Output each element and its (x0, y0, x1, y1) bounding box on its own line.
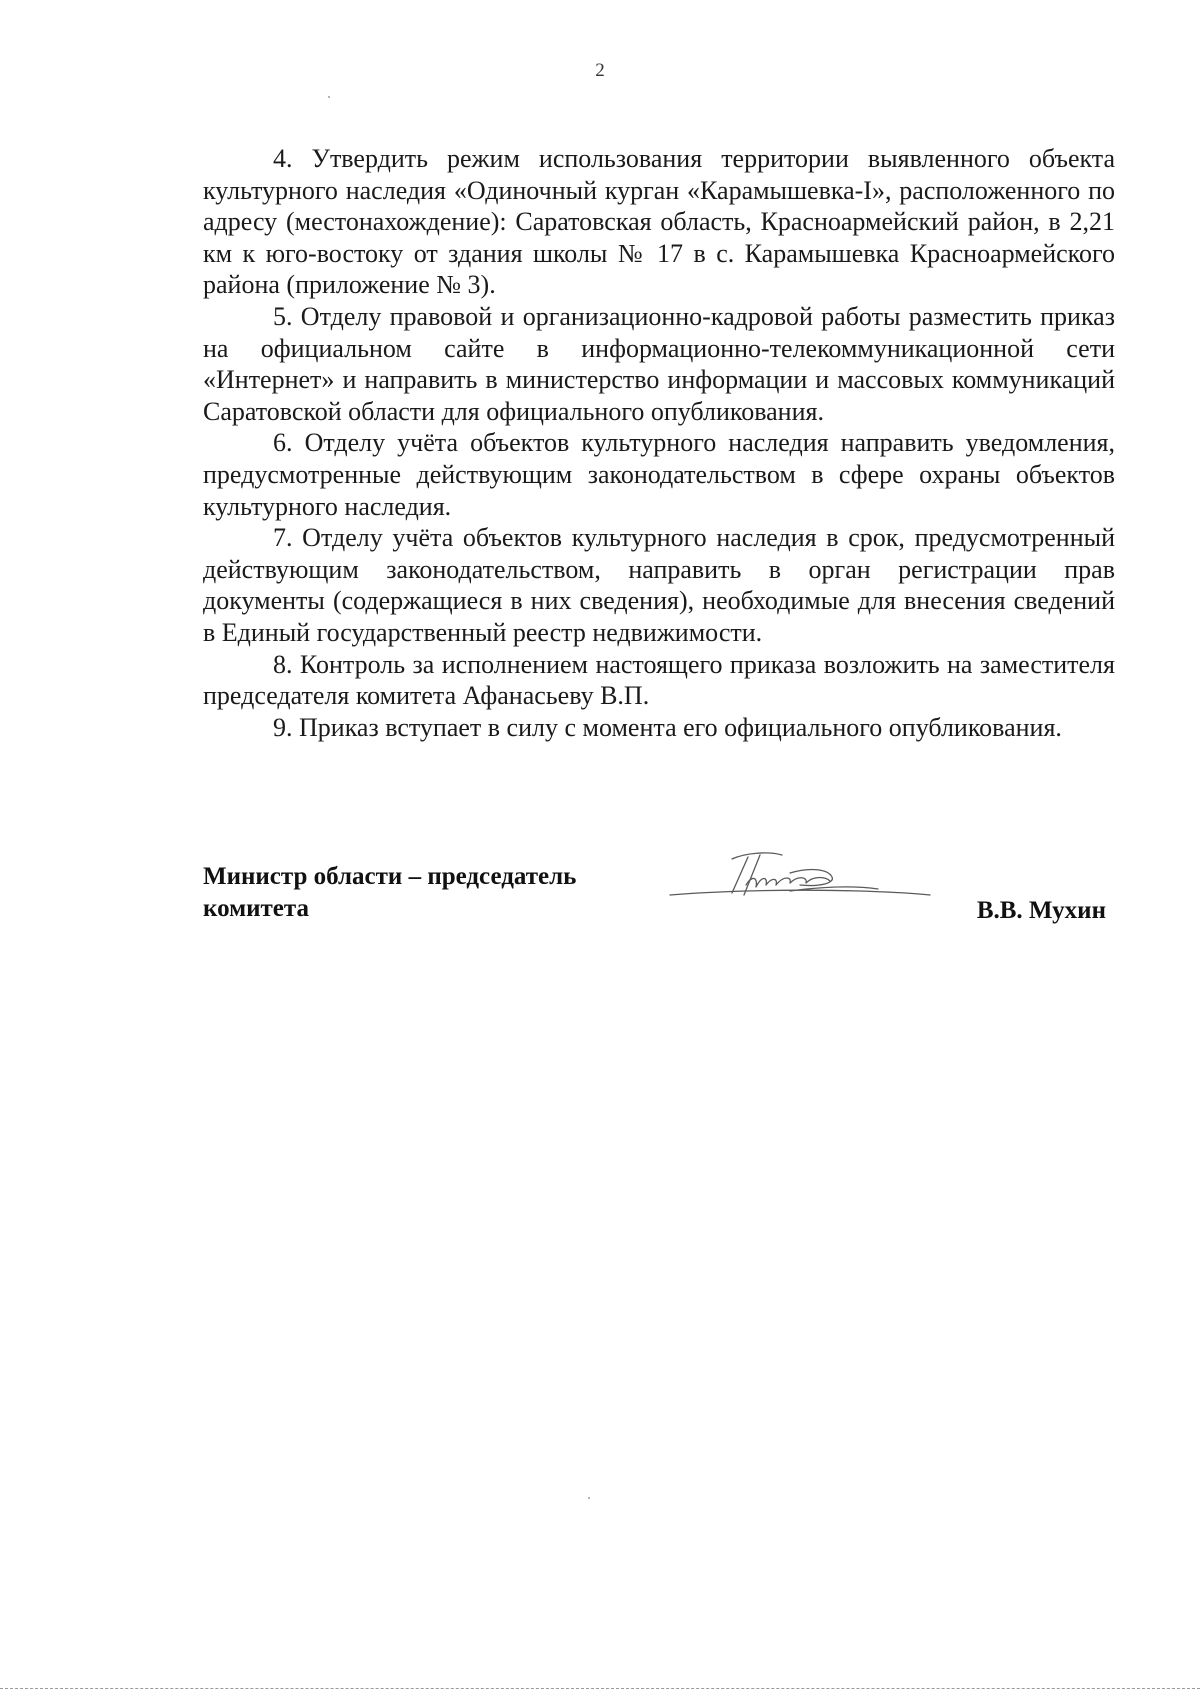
paragraph-item-7: 7. Отделу учёта объектов культурного наследия в срок, предусмотренный действующим законодательством, направить в орган регистрации прав документы (содержащиеся в них сведения), необходимые для внесения сведений в Единый государственный реестр недвижимости. (203, 523, 1115, 647)
paragraph-item-5: 5. Отделу правовой и организационно-кадровой работы разместить приказ на официальном сайте в информационно-телекоммуникационной сети «Интернет» и направить в министерство информации и массовых коммуникаций Саратовской области для официального опубликования. (203, 301, 1115, 426)
signatory-role-line-2: комитета (203, 895, 309, 922)
paragraph-item-4: 4. Утвердить режим использования территории выявленного объекта культурного наследия «Одиночный курган «Карамышевка-I», расположенного по адресу (местонахождение): Саратовская область, Красноармейский район, в 2,21 км к юго-востоку от здания школы № 17 в с. Карамышевка Красноармейского района (приложение № 3). (203, 144, 1115, 300)
paragraph-item-6: 6. Отделу учёта объектов культурного наследия направить уведомления, предусмотренные действующим законодательством в сфере охраны объектов культурного наследия. (203, 428, 1115, 521)
handwritten-signature (650, 845, 940, 920)
signatory-role (203, 861, 576, 925)
paragraph-item-9: 9. Приказ вступает в силу с момента его официального опубликования. (273, 712, 1062, 742)
paragraph-item-8: 8. Контроль за исполнением настоящего приказа возложить на заместителя председателя комитета Афанасьеву В.П. (203, 649, 1115, 711)
scan-speck (588, 1497, 590, 1499)
signatory-name: В.В. Мухин (976, 897, 1106, 924)
signatory-role-line-1: Министр области – председатель (203, 863, 577, 890)
page-number: 2 (595, 60, 605, 81)
document-body (203, 143, 1115, 743)
scan-edge-line (0, 1688, 1200, 1690)
scan-speck (328, 96, 330, 98)
